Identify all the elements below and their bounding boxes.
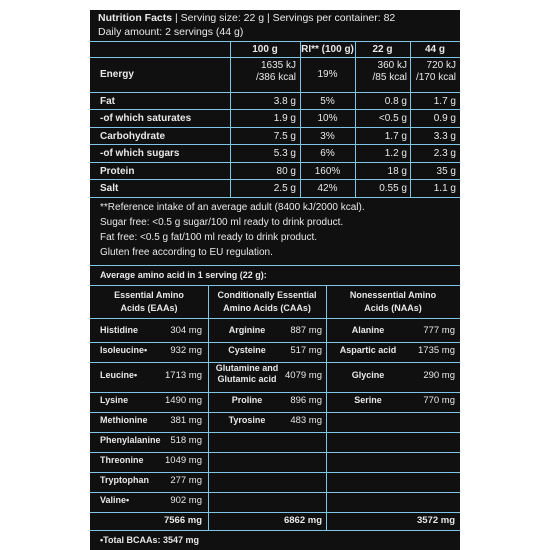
amino-title: Average amino acid in 1 serving (22 g): (100, 270, 267, 280)
nutrient-label: Energy (100, 69, 134, 80)
eaa-name: Threonine (100, 455, 144, 465)
daily-amount: Daily amount: 2 servings (44 g) (98, 26, 244, 38)
value-44g: 35 g (436, 166, 456, 177)
row-divider (90, 197, 460, 198)
energy-100g: 1635 kJ /386 kcal (255, 60, 296, 83)
row-divider (90, 530, 460, 531)
naa-total: 3572 mg (416, 515, 455, 526)
column-divider (208, 285, 209, 530)
caa-value: 4079 mg (285, 370, 322, 381)
nutrition-title: Nutrition Facts (98, 12, 173, 24)
value-44g: 0.9 g (433, 113, 456, 124)
eaa-value: 304 mg (170, 325, 202, 336)
naa-value: 777 mg (423, 325, 455, 336)
eaa-total: 7566 mg (163, 515, 202, 526)
row-divider (90, 162, 460, 163)
nutrient-label: -of which saturates (100, 113, 192, 124)
eaa-value: 381 mg (170, 415, 202, 426)
value-ri: 5% (320, 96, 335, 107)
eaa-name: Leucine• (100, 370, 138, 380)
value-100g: 3.8 g (273, 96, 296, 107)
naa-name: Glycine (351, 370, 385, 380)
footnote-line: **Reference intake of an average adult (8400 kJ/2000 kcal). (100, 202, 365, 213)
footnote-line: Gluten free according to EU regulation. (100, 247, 273, 258)
naa-value: 1735 mg (418, 345, 455, 356)
eaa-value: 277 mg (170, 475, 202, 486)
eaa-name: Tryptophan (100, 475, 149, 485)
energy-44g: 720 kJ /170 kcal (415, 60, 456, 83)
column-divider (326, 285, 327, 530)
col-header-44g: 44 g (424, 44, 445, 55)
footnote-line: Fat free: <0.5 g fat/100 ml ready to drink product. (100, 232, 318, 243)
value-22g: 0.8 g (384, 96, 407, 107)
row-divider (90, 432, 460, 433)
value-22g: 1.7 g (384, 131, 407, 142)
col-header-100g: 100 g (252, 44, 278, 55)
value-100g: 1.9 g (273, 113, 296, 124)
amino-group-header: Nonessential Amino Acids (NAAs) (349, 290, 437, 313)
naa-value: 290 mg (423, 370, 455, 381)
value-ri: 160% (314, 166, 341, 177)
caa-name: Tyrosine (228, 415, 266, 425)
naa-name: Serine (354, 395, 382, 405)
value-22g: 0.55 g (379, 183, 407, 194)
footnote-line: Sugar free: <0.5 g sugar/100 ml ready to drink product. (100, 217, 344, 228)
row-divider (90, 57, 460, 58)
naa-name: Alanine (351, 325, 385, 335)
amino-group-header: Conditionally Essential Amino Acids (CAAs) (217, 290, 317, 313)
value-44g: 1.7 g (433, 96, 456, 107)
value-100g: 2.5 g (273, 183, 296, 194)
col-header-22g: 22 g (372, 44, 393, 55)
value-44g: 3.3 g (433, 131, 456, 142)
eaa-name: Methionine (100, 415, 148, 425)
col-header-ri: RI** (100 g) (301, 44, 354, 55)
column-divider (355, 41, 356, 198)
amino-group-header: Essential Amino Acids (EAAs) (114, 290, 184, 313)
nutrient-label: Carbohydrate (100, 131, 166, 142)
eaa-value: 932 mg (170, 345, 202, 356)
caa-name: Glutamine and Glutamic acid (215, 363, 279, 384)
value-100g: 7.5 g (273, 131, 296, 142)
caa-name: Arginine (228, 325, 266, 335)
column-divider (410, 41, 411, 198)
row-divider (90, 41, 460, 42)
eaa-value: 1490 mg (165, 395, 202, 406)
serving-header (98, 12, 395, 24)
eaa-name: Histidine (100, 325, 139, 335)
eaa-value: 518 mg (170, 435, 202, 446)
row-divider (90, 144, 460, 145)
caa-value: 517 mg (290, 345, 322, 356)
caa-value: 896 mg (290, 395, 322, 406)
row-divider (90, 492, 460, 493)
value-ri: 6% (320, 148, 335, 159)
column-divider (300, 41, 301, 198)
energy-ri: 19% (317, 69, 338, 80)
nutrition-facts-panel (90, 10, 460, 550)
serving-line: | Serving size: 22 g | Servings per container: 82 (175, 12, 396, 24)
eaa-name: Isoleucine• (100, 345, 148, 355)
eaa-name: Valine• (100, 495, 130, 505)
column-divider (230, 41, 231, 198)
caa-name: Cysteine (228, 345, 266, 355)
row-divider (90, 392, 460, 393)
eaa-value: 1049 mg (165, 455, 202, 466)
row-divider (90, 342, 460, 343)
row-divider (90, 109, 460, 110)
caa-name: Proline (231, 395, 263, 405)
value-ri: 3% (320, 131, 335, 142)
energy-22g: 360 kJ /85 kcal (372, 60, 407, 83)
row-divider (90, 512, 460, 513)
value-100g: 5.3 g (273, 148, 296, 159)
caa-total: 6862 mg (283, 515, 322, 526)
nutrient-label: Fat (100, 96, 115, 107)
naa-value: 770 mg (423, 395, 455, 406)
row-divider (90, 179, 460, 180)
row-divider (90, 92, 460, 93)
nutrient-label: -of which sugars (100, 148, 180, 159)
row-divider (90, 412, 460, 413)
nutrient-label: Salt (100, 183, 119, 194)
caa-value: 483 mg (290, 415, 322, 426)
bcaa-total: •Total BCAAs: 3547 mg (100, 535, 200, 545)
eaa-value: 902 mg (170, 495, 202, 506)
eaa-name: Phenylalanine (100, 435, 161, 445)
naa-name: Aspartic acid (339, 345, 397, 355)
value-44g: 1.1 g (433, 183, 456, 194)
nutrient-label: Protein (100, 166, 135, 177)
row-divider (90, 472, 460, 473)
value-22g: <0.5 g (378, 113, 407, 124)
value-22g: 18 g (387, 166, 407, 177)
value-22g: 1.2 g (384, 148, 407, 159)
value-44g: 2.3 g (433, 148, 456, 159)
value-ri: 10% (317, 113, 338, 124)
eaa-name: Lysine (100, 395, 129, 405)
caa-value: 887 mg (290, 325, 322, 336)
value-ri: 42% (317, 183, 338, 194)
eaa-value: 1713 mg (165, 370, 202, 381)
row-divider (90, 318, 460, 319)
value-100g: 80 g (276, 166, 296, 177)
row-divider (90, 127, 460, 128)
row-divider (90, 452, 460, 453)
